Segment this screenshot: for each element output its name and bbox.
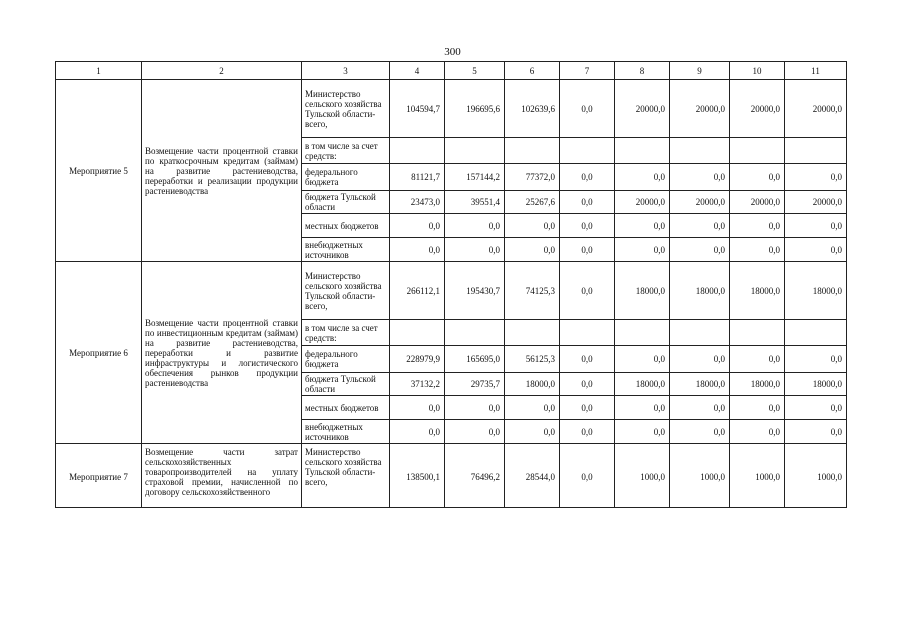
value-cell: 0,0	[785, 396, 847, 420]
funding-source: федерального бюджета	[302, 164, 390, 191]
value-cell: 56125,3	[505, 346, 560, 373]
measure-description: Возмещение части процентной ставки по инвестиционным кредитам (займам) на развитие растениеводства, переработки и развитие инфраструктуры и логистического обеспечения рынков продукции растениеводства	[142, 262, 302, 444]
value-cell: 20000,0	[615, 191, 670, 214]
value-cell: 28544,0	[505, 444, 560, 508]
value-cell	[785, 320, 847, 346]
value-cell: 18000,0	[785, 373, 847, 396]
value-cell: 20000,0	[730, 80, 785, 138]
header-cell: 6	[505, 62, 560, 80]
value-cell: 0,0	[730, 346, 785, 373]
value-cell	[785, 138, 847, 164]
header-cell: 4	[390, 62, 445, 80]
value-cell: 228979,9	[390, 346, 445, 373]
header-cell: 2	[142, 62, 302, 80]
value-cell: 18000,0	[730, 373, 785, 396]
value-cell: 20000,0	[670, 80, 730, 138]
value-cell: 1000,0	[730, 444, 785, 508]
value-cell: 0,0	[505, 214, 560, 238]
measure-name: Мероприятие 5	[56, 80, 142, 262]
value-cell: 18000,0	[615, 262, 670, 320]
value-cell: 0,0	[445, 214, 505, 238]
header-cell: 11	[785, 62, 847, 80]
value-cell: 0,0	[670, 420, 730, 444]
funding-source: местных бюджетов	[302, 214, 390, 238]
value-cell: 195430,7	[445, 262, 505, 320]
value-cell	[505, 138, 560, 164]
value-cell: 104594,7	[390, 80, 445, 138]
value-cell: 0,0	[560, 396, 615, 420]
value-cell: 157144,2	[445, 164, 505, 191]
value-cell	[445, 320, 505, 346]
value-cell: 18000,0	[730, 262, 785, 320]
value-cell	[615, 138, 670, 164]
value-cell: 0,0	[615, 164, 670, 191]
budget-table	[55, 61, 847, 508]
value-cell	[615, 320, 670, 346]
value-cell: 0,0	[670, 214, 730, 238]
value-cell: 81121,7	[390, 164, 445, 191]
funding-source: внебюджетных источников	[302, 238, 390, 262]
value-cell: 37132,2	[390, 373, 445, 396]
value-cell: 0,0	[445, 396, 505, 420]
value-cell: 0,0	[390, 420, 445, 444]
measure-description: Возмещение части затрат сельскохозяйственных товаропроизводителей на уплату страховой премии, начисленной по договору сельскохозяйственного	[142, 444, 302, 508]
value-cell: 0,0	[560, 420, 615, 444]
value-cell: 0,0	[730, 164, 785, 191]
table-row	[56, 80, 847, 138]
value-cell: 20000,0	[615, 80, 670, 138]
value-cell: 165695,0	[445, 346, 505, 373]
value-cell	[670, 138, 730, 164]
value-cell: 0,0	[785, 214, 847, 238]
value-cell: 0,0	[730, 214, 785, 238]
value-cell: 0,0	[670, 164, 730, 191]
value-cell: 0,0	[390, 396, 445, 420]
header-cell: 5	[445, 62, 505, 80]
value-cell: 18000,0	[670, 373, 730, 396]
value-cell: 20000,0	[670, 191, 730, 214]
value-cell: 0,0	[670, 238, 730, 262]
value-cell: 0,0	[785, 346, 847, 373]
value-cell: 0,0	[785, 164, 847, 191]
value-cell: 18000,0	[670, 262, 730, 320]
value-cell: 0,0	[670, 346, 730, 373]
value-cell: 25267,6	[505, 191, 560, 214]
header-cell: 8	[615, 62, 670, 80]
header-cell: 1	[56, 62, 142, 80]
value-cell: 0,0	[445, 238, 505, 262]
value-cell: 0,0	[560, 191, 615, 214]
value-cell: 0,0	[730, 396, 785, 420]
value-cell: 18000,0	[615, 373, 670, 396]
value-cell: 0,0	[445, 420, 505, 444]
value-cell: 18000,0	[505, 373, 560, 396]
header-cell: 3	[302, 62, 390, 80]
header-cell: 10	[730, 62, 785, 80]
funding-source: бюджета Тульской области	[302, 191, 390, 214]
value-cell: 0,0	[730, 420, 785, 444]
value-cell: 0,0	[730, 238, 785, 262]
value-cell: 266112,1	[390, 262, 445, 320]
value-cell: 74125,3	[505, 262, 560, 320]
value-cell: 20000,0	[730, 191, 785, 214]
value-cell: 77372,0	[505, 164, 560, 191]
funding-source: Министерство сельского хозяйства Тульской области-всего,	[302, 80, 390, 138]
funding-source: в том числе за счет средств:	[302, 138, 390, 164]
value-cell	[560, 138, 615, 164]
value-cell: 0,0	[670, 396, 730, 420]
value-cell: 0,0	[615, 214, 670, 238]
value-cell: 138500,1	[390, 444, 445, 508]
value-cell: 0,0	[560, 346, 615, 373]
value-cell: 0,0	[560, 80, 615, 138]
value-cell: 0,0	[560, 214, 615, 238]
value-cell: 1000,0	[785, 444, 847, 508]
value-cell: 0,0	[505, 238, 560, 262]
value-cell: 23473,0	[390, 191, 445, 214]
value-cell: 1000,0	[670, 444, 730, 508]
value-cell: 0,0	[390, 238, 445, 262]
value-cell	[390, 320, 445, 346]
value-cell	[730, 320, 785, 346]
value-cell: 76496,2	[445, 444, 505, 508]
value-cell: 0,0	[505, 396, 560, 420]
table-row	[56, 444, 847, 508]
measure-name: Мероприятие 6	[56, 262, 142, 444]
value-cell	[560, 320, 615, 346]
value-cell	[505, 320, 560, 346]
value-cell: 0,0	[560, 164, 615, 191]
value-cell: 1000,0	[615, 444, 670, 508]
value-cell	[670, 320, 730, 346]
value-cell: 18000,0	[785, 262, 847, 320]
value-cell	[730, 138, 785, 164]
value-cell	[445, 138, 505, 164]
header-row	[56, 62, 847, 80]
funding-source: в том числе за счет средств:	[302, 320, 390, 346]
header-cell: 9	[670, 62, 730, 80]
value-cell: 0,0	[505, 420, 560, 444]
value-cell: 0,0	[390, 214, 445, 238]
value-cell: 0,0	[615, 420, 670, 444]
value-cell: 0,0	[615, 396, 670, 420]
measure-description: Возмещение части процентной ставки по краткосрочным кредитам (займам) на развитие растениеводства, переработки и реализации продукции растениеводства	[142, 80, 302, 262]
value-cell: 102639,6	[505, 80, 560, 138]
value-cell: 196695,6	[445, 80, 505, 138]
page-number: 300	[444, 46, 461, 58]
table-row	[56, 262, 847, 320]
funding-source: бюджета Тульской области	[302, 373, 390, 396]
funding-source: федерального бюджета	[302, 346, 390, 373]
measure-name: Мероприятие 7	[56, 444, 142, 508]
value-cell: 29735,7	[445, 373, 505, 396]
value-cell: 0,0	[785, 420, 847, 444]
funding-source: местных бюджетов	[302, 396, 390, 420]
value-cell: 0,0	[560, 444, 615, 508]
header-cell: 7	[560, 62, 615, 80]
value-cell: 20000,0	[785, 191, 847, 214]
funding-source: Министерство сельского хозяйства Тульской области-всего,	[302, 444, 390, 508]
funding-source: Министерство сельского хозяйства Тульской области-всего,	[302, 262, 390, 320]
value-cell: 20000,0	[785, 80, 847, 138]
value-cell: 0,0	[560, 373, 615, 396]
value-cell: 39551,4	[445, 191, 505, 214]
value-cell: 0,0	[615, 346, 670, 373]
value-cell: 0,0	[615, 238, 670, 262]
value-cell	[390, 138, 445, 164]
funding-source: внебюджетных источников	[302, 420, 390, 444]
value-cell: 0,0	[785, 238, 847, 262]
value-cell: 0,0	[560, 262, 615, 320]
value-cell: 0,0	[560, 238, 615, 262]
